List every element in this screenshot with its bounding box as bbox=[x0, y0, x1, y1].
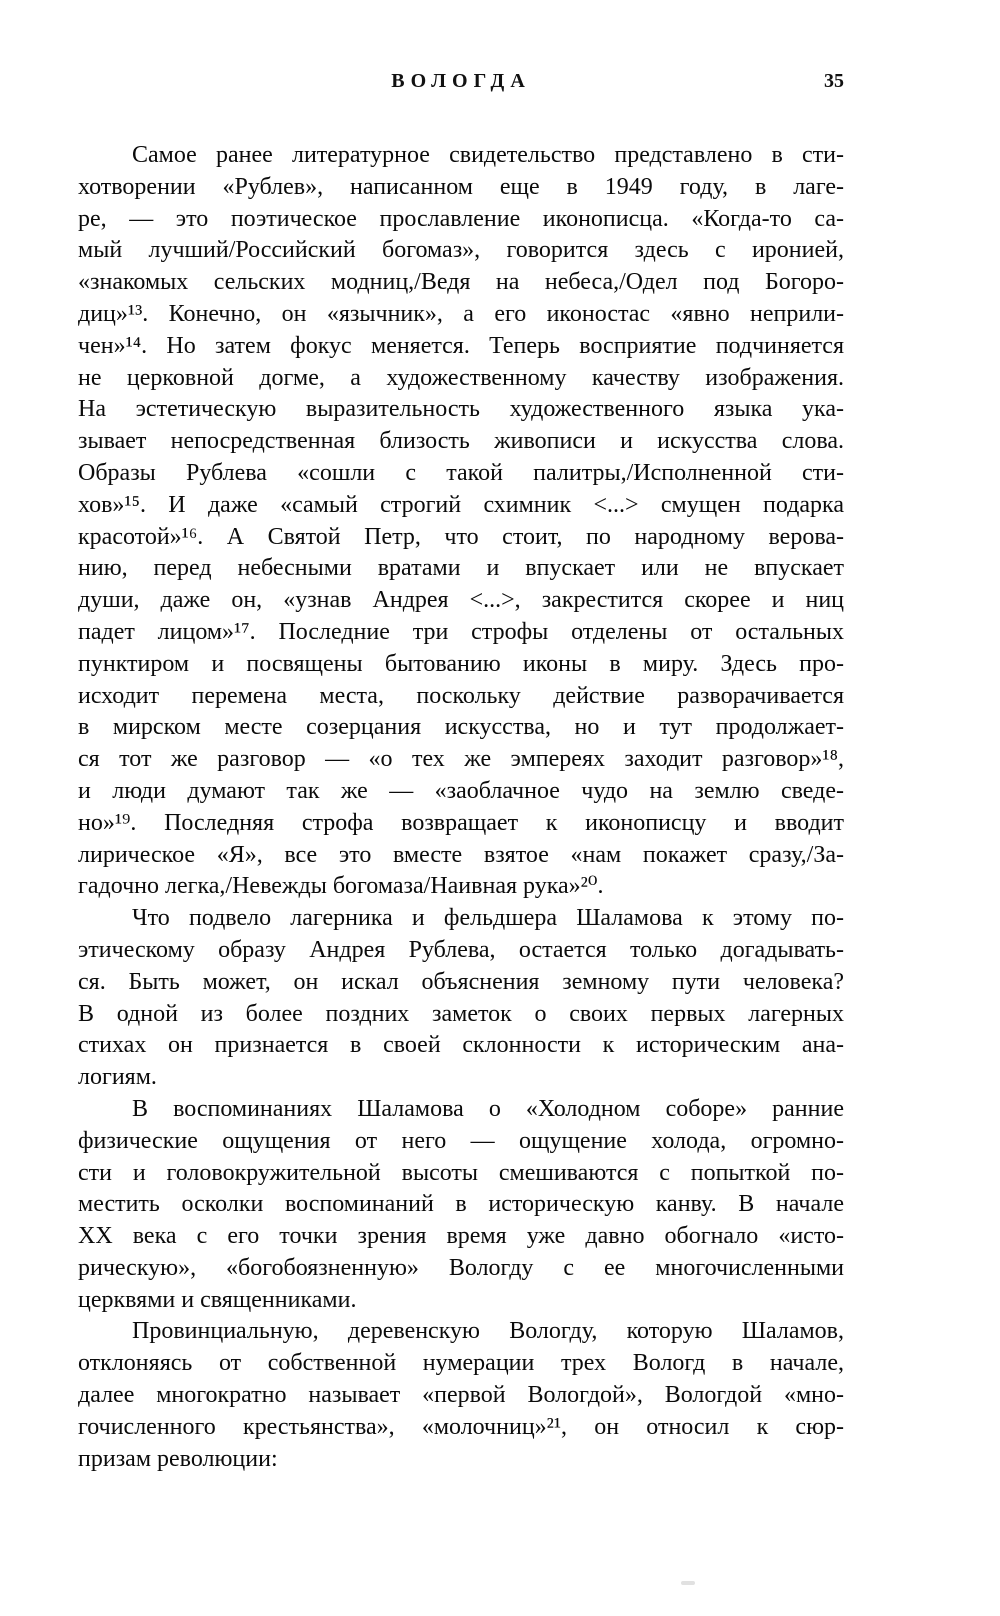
text-line: призам революции: bbox=[78, 1445, 278, 1472]
paragraph bbox=[78, 1094, 844, 1317]
text-line: физические ощущения от него — ощущение холода, огромно- bbox=[78, 1127, 844, 1154]
paragraph bbox=[78, 140, 844, 903]
text-line: Образы Рублева «сошли с такой палитры,/Исполненной сти- bbox=[78, 459, 844, 486]
text-line: пунктиром и посвящены бытованию иконы в миру. Здесь про- bbox=[78, 650, 844, 677]
text-line: души, даже он, «узнав Андрея <...>, закрестится скорее и ниц bbox=[78, 587, 844, 614]
text-line: гочисленного крестьянства», «молочниц»²¹, он относил к сюр- bbox=[78, 1413, 844, 1440]
text-line: отклоняясь от собственной нумерации трех Вологд в начале, bbox=[78, 1350, 844, 1377]
text-line: лирическое «Я», все это вместе взятое «нам покажет сразу,/За- bbox=[78, 841, 844, 868]
running-header bbox=[78, 70, 844, 96]
text-line: исходит перемена места, поскольку действие разворачивается bbox=[78, 682, 844, 709]
text-line: красотой»¹⁶. А Святой Петр, что стоит, по народному верова- bbox=[78, 523, 844, 550]
text-line: хотворении «Рублев», написанном еще в 1949 году, в лаге- bbox=[78, 173, 844, 200]
text-line: и люди думают так же — «заоблачное чудо на землю сведе- bbox=[78, 777, 844, 804]
text-line: ХХ века с его точки зрения время уже давно обогнало «исто- bbox=[78, 1223, 844, 1250]
text-line: Провинциальную, деревенскую Вологду, которую Шаламов, bbox=[132, 1318, 844, 1345]
text-line: местить осколки воспоминаний в историческую канву. В начале bbox=[78, 1191, 844, 1218]
paragraph bbox=[78, 903, 844, 1094]
text-line: стихах он признается в своей склонности к историческим ана- bbox=[78, 1032, 844, 1059]
running-head-title: ВОЛОГДА bbox=[391, 70, 531, 92]
text-line: этическому образу Андрея Рублева, остается только догадывать- bbox=[78, 936, 844, 963]
text-line: В одной из более поздних заметок о своих первых лагерных bbox=[78, 1000, 844, 1027]
text-line: но»¹⁹. Последняя строфа возвращает к иконописцу и вводит bbox=[78, 809, 844, 836]
text-line: в мирском месте созерцания искусства, но и тут продолжает- bbox=[78, 714, 844, 741]
text-line: не церковной догме, а художественному качеству изображения. bbox=[78, 364, 844, 391]
text-line: мый лучший/Российский богомаз», говорится здесь с иронией, bbox=[78, 237, 844, 264]
text-line: Самое ранее литературное свидетельство представлено в сти- bbox=[132, 142, 844, 168]
text-line: рическую», «богобоязненную» Вологду с ее многочисленными bbox=[78, 1254, 844, 1281]
page-number: 35 bbox=[824, 70, 844, 92]
text-line: зывает непосредственная близость живописи и искусства слова. bbox=[78, 428, 844, 455]
text-line: сти и головокружительной высоты смешиваются с попыткой по- bbox=[78, 1159, 844, 1186]
text-line: падет лицом»¹⁷. Последние три строфы отделены от остальных bbox=[78, 618, 844, 645]
text-line: «знакомых сельских модниц,/Ведя на небеса,/Одел под Богоро- bbox=[78, 269, 844, 296]
scan-artifact-mark bbox=[681, 1581, 695, 1585]
text-line: чен»¹⁴. Но затем фокус меняется. Теперь восприятие подчиняется bbox=[78, 332, 844, 359]
body-text bbox=[78, 140, 844, 1475]
text-line: ре, — это поэтическое прославление иконописца. «Когда-то са- bbox=[78, 205, 844, 232]
text-line: нию, перед небесными вратами и впускает или не впускает bbox=[78, 555, 844, 582]
text-line: диц»¹³. Конечно, он «язычник», а его иконостас «явно неприли- bbox=[78, 300, 844, 327]
text-line: церквями и священниками. bbox=[78, 1286, 357, 1313]
text-line: гадочно легка,/Невежды богомаза/Наивная рука»²⁰. bbox=[78, 873, 604, 900]
text-line: Что подвело лагерника и фельдшера Шаламова к этому по- bbox=[132, 905, 844, 932]
paragraph bbox=[78, 1316, 844, 1475]
text-line: На эстетическую выразительность художественного языка ука- bbox=[78, 396, 844, 423]
text-line: В воспоминаниях Шаламова о «Холодном соборе» ранние bbox=[132, 1095, 844, 1122]
text-line: далее многократно называет «первой Вологдой», Вологдой «мно- bbox=[78, 1382, 844, 1409]
text-line: логиям. bbox=[78, 1064, 157, 1091]
text-line: ся тот же разговор — «о тех же эмпереях заходит разговор»¹⁸, bbox=[78, 746, 844, 773]
text-line: хов»¹⁵. И даже «самый строгий схимник <...> смущен подарка bbox=[78, 491, 844, 518]
text-line: ся. Быть может, он искал объяснения земному пути человека? bbox=[78, 968, 844, 995]
